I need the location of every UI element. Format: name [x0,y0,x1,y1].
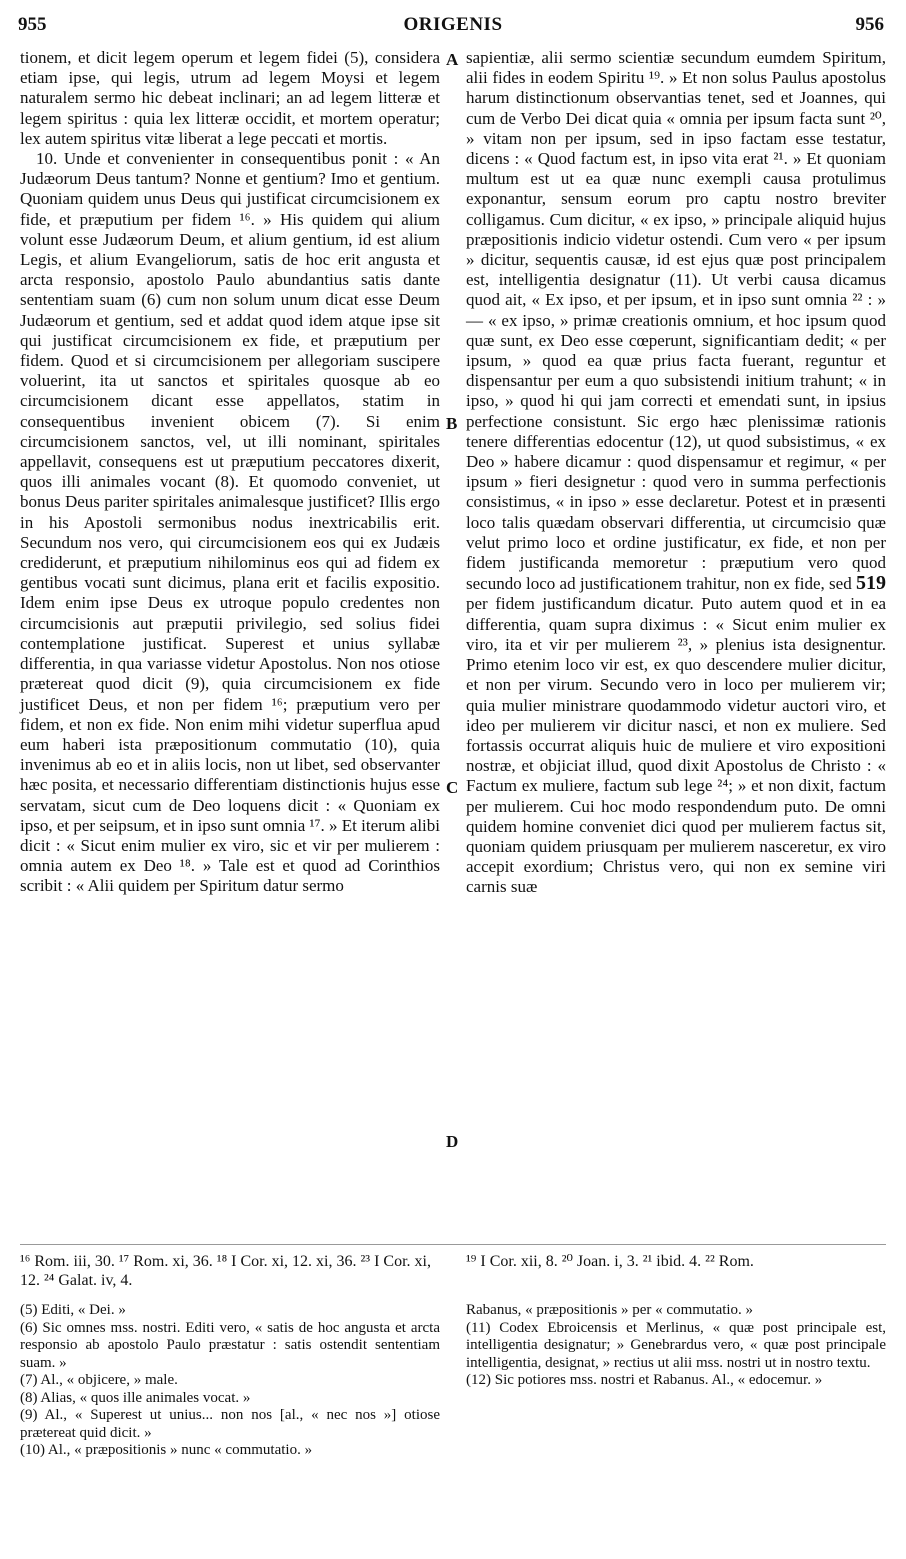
margin-letter-d: D [446,1132,459,1151]
margin-letter-c: C [446,778,459,797]
footnote: (5) Editi, « Dei. » [20,1302,126,1318]
margin-letter-a: A [446,50,459,69]
footnotes-left [20,1302,440,1460]
footnote-divider [20,1244,886,1245]
left-page-number: 955 [18,14,47,35]
left-paragraph-2: 10. Unde et convenienter in consequentibus ponit : « An Judæorum Deus tantum? Nonne et gentium? Imo et gentium. Quoniam quidem unus Deus qui justificat circumcisionem ex fide, et præputium per fidem ¹⁶. » His quidem qui alium volunt esse Judæorum Deum, et alium gentium, id est alium Legis, et alium Evangeliorum, satis de hoc erit angusta et arcta responsio, apostolo Paulo abundantius satis dante sententiam suam (6) cum non solum unum dicat esse Deum Judæorum et gentium, sed et addat quod idem atque ipse sit qui justificat circumcisionem ex fide, et præputium per fidem. Quod et si circumcisionem per allegoriam suscipere voluerint, ita ut sanctos et spiritales quosque ab eo circumcisionem dicant esse appellatos, statim in consequentibus invenient obicem (7). Si enim circumcisionem sanctos, vel, ut illi nominant, spiritales appellavit, consequens est ut præputium peccatores dixerit, quos illi animales vocant (8). Et quomodo conveniet, ut bonus Deus pariter spiritales animalesque justificet? Illis ergo in his Apostoli sermonibus nodus inextricabilis erit. Secundum nos vero, qui circumcisionem eos qui ex Judæis crediderunt, et præputium nihilominus eos qui ad fidem ex gentibus vocati sunt dicimus, plana erit et facilis expositio. Idem enim ipse Deus ex utroque populo credentes non circumcisionis aut præputii privilegio, sed solius fidei contemplatione justificat. Superest et unius syllabæ differentia, in qua variasse videtur Apostolus. Non nos otiose prætereat quod dicit (9), quia circumcisionem ex fide justificet Deus, et non per fidem ¹⁶; præputium vero per fidem, et non ex fide. Non enim mihi videtur superflua apud eum haberi ista præpositionum commutatio (10), quia invenimus ab eo et in aliis locis, non ut libet, sed observanter hæc posita, et necessario differentiam distinctionis hujus esse servatam, sicut cum de Deo loquens dicit : « Quoniam ex ipso, et per seipsum, et in ipso sunt omnia ¹⁷. » Et iterum alibi dicit : « Sicut enim mulier ex viro, sic et vir per mulierem : omnia autem ex Deo ¹⁸. » Tale est et quod ad Corinthios scribit : « Alii quidem per Spiritum datur sermo [20,149,440,896]
right-paragraph-1-continued: per fidem justificandum dicatur. Puto autem quod et in ea differentia, quam supra diximus : « Sicut enim mulier ex viro, ita et vir per mulierem ²³, » plenius ista designentur. Primo etenim loco vir est, ex quo descendere mulier dicitur, et non per virum. Secundo vero in loco per mulierem vir; quia mulier ministrare quodammodo videtur auctori viro, et ideo per mulierem vir dicitur nasci, et non ex muliere. Sed fortassis occurrat aliquis huic de muliere et viro expositioni nostræ, et objiciat illud, quod dixit Apostolus de Christo : « Factum ex muliere, factum sub lege ²⁴; » et non dixit, factum per mulierem. Cui hoc modo respondendum puto. De omni quidem homine conveniet dici quod per mulierem factus sit, quoniam quidem priusquam per mulierem nasceretur, ex viro accepit exordium; Christus vero, qui non ex semine viri carnis suæ [466,594,886,897]
footnote: (7) Al., « objicere, » male. [20,1372,178,1388]
footnote: (9) Al., « Superest ut unius... non nos [al., « nec nos »] otiose prætereat quid dicit. » [20,1407,440,1441]
footnote: (12) Sic potiores mss. nostri et Rabanus. Al., « edocemur. » [466,1372,823,1388]
scripture-references-left: ¹⁶ Rom. iii, 30. ¹⁷ Rom. xi, 36. ¹⁸ I Cor. xi, 12. xi, 36. ²³ I Cor. xi, 12. ²⁴ Galat. iv, 4. [20,1253,431,1289]
right-paragraph-1-text: sapientiæ, alii sermo scientiæ secundum eumdem Spiritum, alii fides in eodem Spiritu ¹⁹. » Et non solus Paulus apostolus harum distinctionum observantias tenet, sed et Joannes, qui cum de Verbo Dei dicat quia « omnia per ipsum facta sunt ²⁰, » vitam non per ipsum, sed in ipso factam esse testatur, dicens : « Quod factum est, in ipso vita erat ²¹. » Et quoniam multum est ut ea quæ nunc exempli causa protulimus exponantur, sensum eorum pro captu nostro breviter colligamus. Cum dicitur, « ex ipso, » principale aliquid hujus præpositionis indicio videtur ostendi. Cum vero « per ipsum » dicitur, sequentis causæ, id est ejus quæ post principalem est, intelligentia designatur (11). Ut verbi causa dicamus quod ait, « Ex ipso, et per ipsum, et in ipso sunt omnia ²² : » — « ex ipso, » primæ creationis omnium, et hoc ipsum quod quæ sunt, ex Deo esse cœperunt, significantiam dedit; « per ipsum, » quod ea quæ prius facta fuerant, reguntur et dispensantur per eum a quo subsistendi initium trahunt; « in ipso, » quod hi qui jam correcti et emendati sunt, in ipsius perfectione consistunt. Sic ergo hæc plenissimæ rationis tenere differentias edocentur (12), ut quod subsistimus, « ex Deo » habere dicamur : quod dispensamur et regimur, « per ipsum » fieri designetur : quod vero in summa perfectionis consistimus, « in ipso » esse declaretur. Potest et in præsenti loco talis quædam observari differentia, ut circumcisio quæ velut primo loco et ordine justificatur, ex fide, et non per fidem justificanda memoretur : præputium vero quod secundo loco ad justificationem trahitur, non ex fide, sed [466,48,886,594]
left-text-column [20,48,440,897]
footnote: (8) Alias, « quos ille animales vocat. » [20,1389,251,1406]
footnote: (6) Sic omnes mss. nostri. Editi vero, « satis de hoc angusta et arcta responsio ab apostolo Paulo præstatur : satis ostendit sententiam suam. » [20,1319,440,1371]
right-text-column [466,48,886,898]
right-paragraph-1 [466,48,886,898]
edition-page-marker: 519 [856,572,886,595]
right-page-number: 956 [855,14,884,35]
footnotes-right [466,1302,886,1390]
margin-letter-b: B [446,414,458,433]
running-title: ORIGENIS [403,14,503,35]
footnote: (11) Codex Ebroicensis et Merlinus, « quæ post principale est, intelligentia designatur; » Genebrardus vero, « quæ post principale intelligentia, designat, » rectius ut alii mss. nostri ut in nostro textu. [466,1319,886,1371]
footnote: (10) Al., « præpositionis » nunc « commutatio. » [20,1442,313,1458]
left-paragraph-1: tionem, et dicit legem operum et legem fidei (5), considera etiam ipse, qui legis, utrum ad legem Moysi et legem naturalem sermo hic debeat inclinari; an ad legem litteræ et legem spiritus : quia lex litteræ occidit, et mortem operatur; lex autem spiritus vitæ liberat a lege peccati et mortis. [20,48,440,148]
scripture-references-right: ¹⁹ I Cor. xii, 8. ²⁰ Joan. i, 3. ²¹ ibid. 4. ²² Rom. [466,1253,754,1270]
footnote: Rabanus, « præpositionis » per « commutatio. » [466,1302,754,1318]
page-header [0,0,906,42]
